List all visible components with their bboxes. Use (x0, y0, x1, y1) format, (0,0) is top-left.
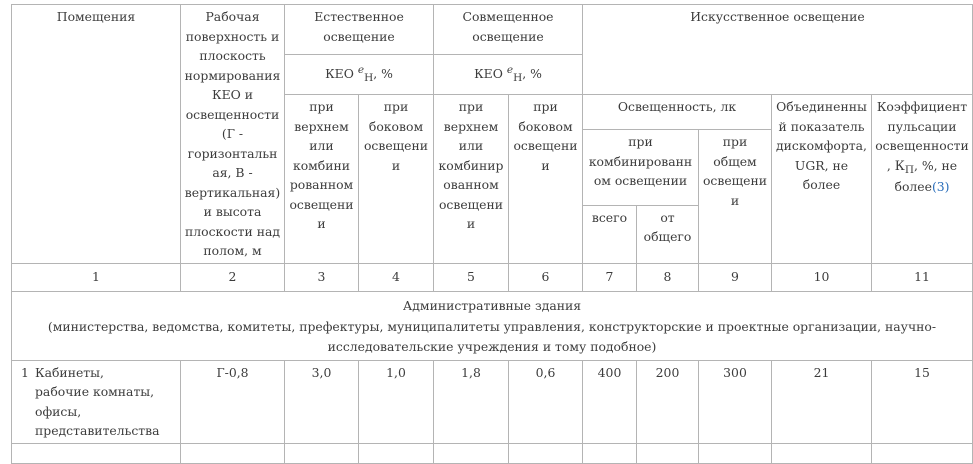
combined-side-cell: 0,6 (509, 360, 583, 443)
column-number: 7 (583, 263, 637, 291)
header-combined-lighting: Совмещенное освещение (434, 5, 583, 55)
header-illuminance: Освещенность, лк (583, 95, 772, 130)
column-number: 2 (181, 263, 285, 291)
header-general-illuminance: при общем освещении (699, 130, 772, 263)
header-artificial-lighting: Искусственное освещение (583, 5, 973, 95)
header-natural-top: при верхнем или комбини рованном освещении (285, 95, 359, 264)
header-from-general: от общего (637, 205, 699, 263)
header-combined-top: при верхнем или комбинир ованном освещении (434, 95, 509, 264)
empty-cell (12, 443, 181, 463)
empty-cell (434, 443, 509, 463)
empty-cell (872, 443, 973, 463)
table-row (12, 360, 973, 443)
header-work-surface: Рабочая поверхность и плоскость нормирования КЕО и освещенности (Г - горизонтальная, В - вертикальная) и высота плоскости над полом, м (181, 5, 285, 264)
empty-cell (699, 443, 772, 463)
section-description: (министерства, ведомства, комитеты, префектуры, муниципалитеты управления, конструкторские и проектные организации, научно-исследовательские учреждения и тому подобное) (47, 319, 937, 354)
section-header (12, 291, 973, 360)
header-total: всего (583, 205, 637, 263)
column-number: 9 (699, 263, 772, 291)
premises-cell (12, 360, 181, 443)
empty-cell (637, 443, 699, 463)
column-number: 8 (637, 263, 699, 291)
illuminance-total-cell: 400 (583, 360, 637, 443)
table-row (12, 443, 973, 463)
column-number: 11 (872, 263, 973, 291)
row-number: 1 (21, 364, 29, 380)
header-natural-side: при боковом освещении (359, 95, 434, 264)
column-number: 3 (285, 263, 359, 291)
column-number: 10 (772, 263, 872, 291)
natural-top-cell: 3,0 (285, 360, 359, 443)
header-keo-natural: КЕО $^e_Н$, % (285, 55, 434, 95)
natural-side-cell: 1,0 (359, 360, 434, 443)
illuminance-general-cell: 300 (699, 360, 772, 443)
column-number: 1 (12, 263, 181, 291)
footnote-3-link[interactable]: (3) (931, 179, 950, 194)
norms-table (11, 4, 973, 464)
empty-cell (285, 443, 359, 463)
header-combined-illuminance: при комбинированном освещении (583, 130, 699, 205)
header-combined-side: при боковом освещении (509, 95, 583, 264)
ugr-cell: 21 (772, 360, 872, 443)
column-number: 4 (359, 263, 434, 291)
column-number: 5 (434, 263, 509, 291)
section-title: Административные здания (402, 297, 582, 313)
pulsation-cell: 15 (872, 360, 973, 443)
surface-cell: Г-0,8 (181, 360, 285, 443)
empty-cell (509, 443, 583, 463)
empty-cell (583, 443, 637, 463)
illuminance-from-general-cell: 200 (637, 360, 699, 443)
header-keo-combined: КЕО $^e_Н$, % (434, 55, 583, 95)
empty-cell (772, 443, 872, 463)
combined-top-cell: 1,8 (434, 360, 509, 443)
header-pulsation: Коэффициент пульсации освещенности, $К_П$, %, не более(3) (872, 95, 973, 264)
header-natural-lighting: Естественное освещение (285, 5, 434, 55)
header-ugr: Объединенный показатель дискомфорта, UGR, не более (772, 95, 872, 264)
premises-name: Кабинеты, рабочие комнаты, офисы, представительства (35, 364, 160, 438)
empty-cell (181, 443, 285, 463)
empty-cell (359, 443, 434, 463)
header-premises: Помещения (12, 5, 181, 264)
column-number: 6 (509, 263, 583, 291)
